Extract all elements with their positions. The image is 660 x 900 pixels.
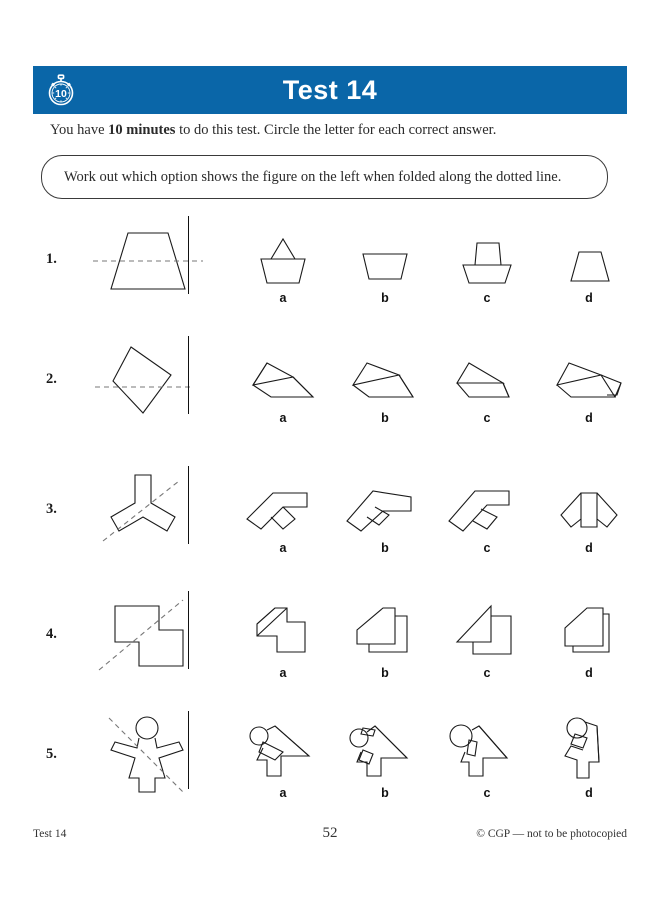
question-1-option-c-figure — [435, 213, 539, 291]
question-5 — [33, 708, 627, 828]
question-2-option-d-label: d — [585, 411, 593, 425]
question-1-option-b[interactable] — [333, 213, 437, 325]
question-4-divider — [188, 591, 189, 669]
question-3-option-c-figure — [435, 463, 539, 541]
question-4-number: 4. — [46, 626, 57, 642]
question-4-option-c[interactable] — [435, 588, 539, 700]
question-2-number: 2. — [46, 371, 57, 387]
question-1-option-b-label: b — [381, 291, 389, 305]
question-1-option-d-label: d — [585, 291, 593, 305]
instruction-box — [41, 155, 608, 199]
question-3-stimulus-figure — [73, 463, 218, 553]
question-5-stimulus-figure — [73, 708, 218, 798]
question-4-option-b[interactable] — [333, 588, 437, 700]
question-5-option-a-label: a — [279, 786, 287, 800]
footer-copyright: © CGP — not to be photocopied — [476, 828, 627, 840]
question-3-option-d[interactable] — [537, 463, 641, 575]
intro-prefix: You have — [50, 122, 109, 138]
question-1-option-c-label: c — [483, 291, 491, 305]
question-5-option-a-figure — [231, 708, 335, 786]
question-3-option-a[interactable] — [231, 463, 335, 575]
question-5-number: 5. — [46, 746, 57, 762]
question-1-option-a-figure — [231, 213, 335, 291]
test-header-bar — [33, 66, 627, 114]
question-2-option-d-figure — [537, 333, 641, 411]
question-2 — [33, 333, 627, 453]
question-2-option-a-label: a — [279, 411, 287, 425]
question-1-option-a-label: a — [279, 291, 287, 305]
intro-instructions — [50, 122, 620, 139]
question-4 — [33, 588, 627, 708]
question-5-option-b-figure — [333, 708, 437, 786]
question-2-option-b[interactable] — [333, 333, 437, 445]
intro-suffix: to do this test. Circle the letter for each correct answer. — [175, 122, 497, 138]
question-1-option-d[interactable] — [537, 213, 641, 325]
question-4-option-a-label: a — [279, 666, 287, 680]
question-3-option-a-figure — [231, 463, 335, 541]
question-5-option-d-figure — [537, 708, 641, 786]
question-1-stimulus-figure — [73, 213, 218, 303]
stopwatch-icon — [33, 66, 89, 114]
page-title: Test 14 — [282, 74, 378, 105]
question-2-option-b-figure — [333, 333, 437, 411]
question-3-option-c[interactable] — [435, 463, 539, 575]
question-1-option-d-figure — [537, 213, 641, 291]
question-3-option-d-label: d — [585, 541, 593, 555]
question-1-option-a[interactable] — [231, 213, 335, 325]
question-2-option-d[interactable] — [537, 333, 641, 445]
question-4-option-d-label: d — [585, 666, 593, 680]
question-2-option-a-figure — [231, 333, 335, 411]
question-4-option-b-label: b — [381, 666, 389, 680]
question-1-number: 1. — [46, 251, 57, 267]
question-3-divider — [188, 466, 189, 544]
instruction-text: Work out which option shows the figure on the left when folded along the dotted line. — [64, 168, 562, 185]
question-5-option-c[interactable] — [435, 708, 539, 820]
question-2-option-c-figure — [435, 333, 539, 411]
footer-test-name: Test 14 — [33, 828, 67, 840]
question-5-option-a[interactable] — [231, 708, 335, 820]
stopwatch-minutes-text: 10 — [55, 88, 67, 101]
intro-duration: 10 minutes — [108, 122, 176, 138]
question-1-option-b-figure — [333, 213, 437, 291]
question-4-option-c-figure — [435, 588, 539, 666]
question-4-option-b-figure — [333, 588, 437, 666]
question-5-option-b[interactable] — [333, 708, 437, 820]
question-4-option-a[interactable] — [231, 588, 335, 700]
question-4-option-c-label: c — [483, 666, 491, 680]
footer-page-number: 52 — [322, 825, 338, 841]
question-3-option-d-figure — [537, 463, 641, 541]
page-footer — [33, 825, 627, 848]
question-3-option-c-label: c — [483, 541, 491, 555]
question-5-option-d[interactable] — [537, 708, 641, 820]
question-1-divider — [188, 216, 189, 294]
question-3-option-b-figure — [333, 463, 437, 541]
question-1-option-c[interactable] — [435, 213, 539, 325]
question-2-stimulus-figure — [73, 333, 218, 423]
question-5-option-d-label: d — [585, 786, 593, 800]
question-5-option-b-label: b — [381, 786, 389, 800]
question-3 — [33, 463, 627, 583]
question-2-option-c[interactable] — [435, 333, 539, 445]
question-1 — [33, 213, 627, 333]
question-5-divider — [188, 711, 189, 789]
question-3-option-a-label: a — [279, 541, 287, 555]
question-4-option-d-figure — [537, 588, 641, 666]
question-5-option-c-label: c — [483, 786, 491, 800]
question-2-option-a[interactable] — [231, 333, 335, 445]
question-4-option-a-figure — [231, 588, 335, 666]
question-4-stimulus-figure — [73, 588, 218, 678]
question-3-number: 3. — [46, 501, 57, 517]
question-3-option-b[interactable] — [333, 463, 437, 575]
question-2-option-c-label: c — [483, 411, 491, 425]
question-4-option-d[interactable] — [537, 588, 641, 700]
question-2-option-b-label: b — [381, 411, 389, 425]
question-2-divider — [188, 336, 189, 414]
question-5-option-c-figure — [435, 708, 539, 786]
question-3-option-b-label: b — [381, 541, 389, 555]
